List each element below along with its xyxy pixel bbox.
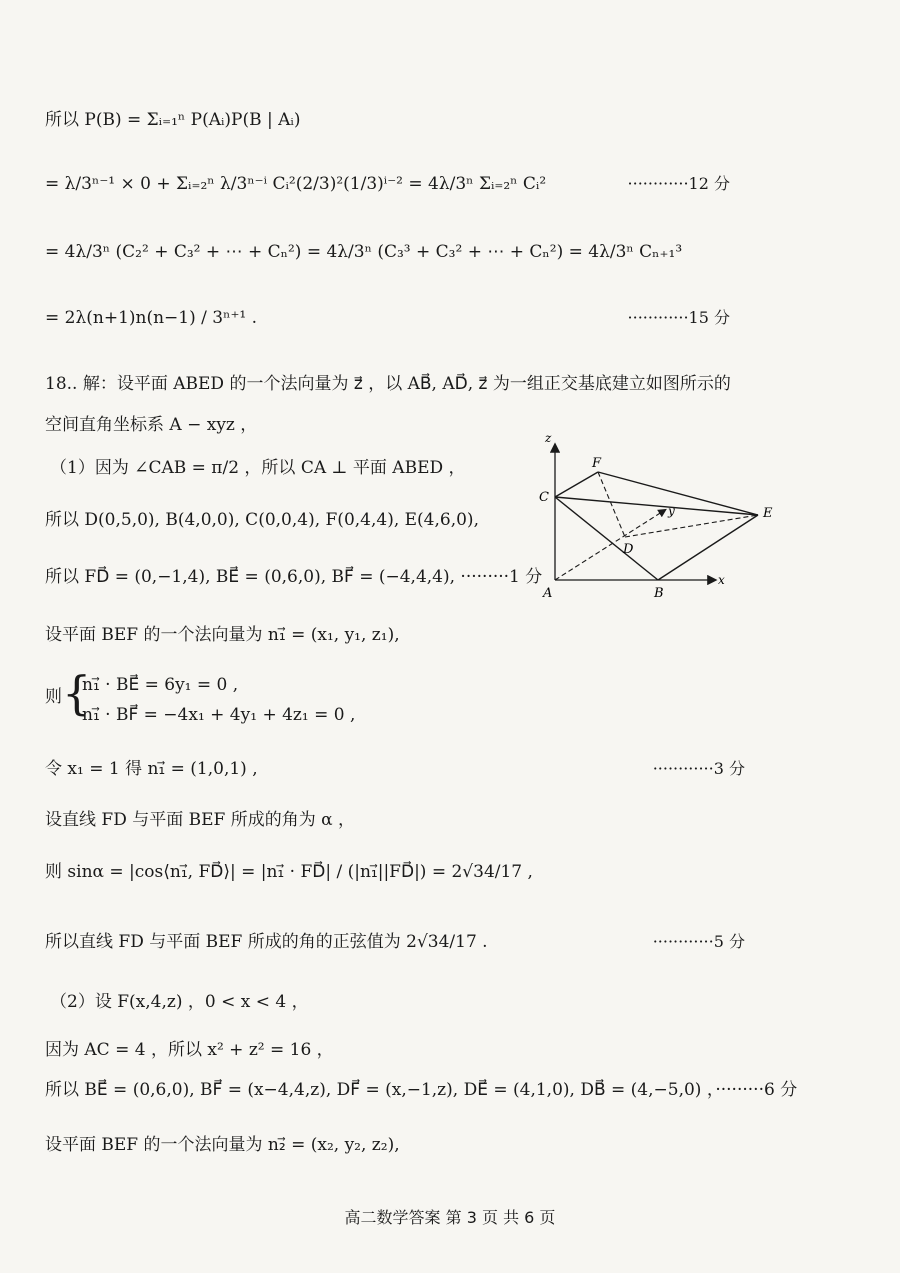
angle-alpha-def: 设直线 FD 与平面 BEF 所成的角为 α ， <box>45 810 356 830</box>
label-f: F <box>592 456 602 471</box>
y-axis <box>555 510 665 580</box>
point-coordinates: 所以 D(0,5,0), B(4,0,0), C(0,0,4), F(0,4,4), E(4,6,0), <box>45 510 479 530</box>
line-pb-formula: 所以 P(B) = Σᵢ₌₁ⁿ P(Aᵢ)P(B | Aᵢ) <box>45 110 301 130</box>
normal-vector-n2-def: 设平面 BEF 的一个法向量为 n₂⃗ = (x₂, y₂, z₂), <box>45 1135 400 1155</box>
problem-18-intro: 18.. 解：设平面 ABED 的一个法向量为 z⃗ ，以 AB⃗, AD⃗, z⃗ 为一组正交基底建立如图所示的 <box>45 374 731 394</box>
edge-be <box>658 515 758 580</box>
label-d: D <box>623 542 634 557</box>
score-3: ············3 分 <box>652 759 745 778</box>
label-c: C <box>539 490 549 505</box>
normal-vector-n1-def: 设平面 BEF 的一个法向量为 n₁⃗ = (x₁, y₁, z₁), <box>45 625 400 645</box>
then-label: 则 <box>45 687 62 707</box>
sin-alpha-computation: 则 sinα = |cos⟨n₁⃗, FD⃗⟩| = |n₁⃗ · FD⃗| / (|n₁⃗||FD⃗|) = 2√34/17 , <box>45 862 533 882</box>
vectors-part2: 所以 BE⃗ = (0,6,0), BF⃗ = (x−4,4,z), DF⃗ = (x,−1,z), DE⃗ = (4,1,0), DB⃗ = (4,−5,0) ，·········6 分 <box>45 1080 798 1100</box>
edge-de <box>625 515 758 537</box>
coordinate-system-line: 空间直角坐标系 A − xyz ， <box>45 415 258 435</box>
label-e: E <box>763 506 773 521</box>
page-footer: 高二数学答案 第 3 页 共 6 页 <box>344 1208 556 1227</box>
label-y: y <box>668 504 675 518</box>
line-combination-sum: = 4λ/3ⁿ (C₂² + C₃² + ⋯ + Cₙ²) = 4λ/3ⁿ (C₃³ + C₃² + ⋯ + Cₙ²) = 4λ/3ⁿ Cₙ₊₁³ <box>45 242 683 262</box>
vectors-part1: 所以 FD⃗ = (0,−1,4), BE⃗ = (0,6,0), BF⃗ = (−4,4,4), ·········1 分 <box>45 567 543 587</box>
line-final-result: = 2λ(n+1)n(n−1) / 3ⁿ⁺¹ . <box>45 308 258 328</box>
label-b: B <box>654 586 664 601</box>
score-15: ············15 分 <box>627 308 730 327</box>
line-sum-expansion: = λ/3ⁿ⁻¹ × 0 + Σᵢ₌₂ⁿ λ/3ⁿ⁻ⁱ Cᵢ²(2/3)²(1/3)ⁱ⁻² = 4λ/3ⁿ Σᵢ₌₂ⁿ Cᵢ² <box>45 174 547 194</box>
system-brace: { <box>62 666 92 720</box>
sine-value-conclusion: 所以直线 FD 与平面 BEF 所成的角的正弦值为 2√34/17 . <box>45 932 488 952</box>
edge-cb <box>555 497 658 580</box>
edge-ce <box>555 497 758 515</box>
edge-fd <box>598 472 625 537</box>
part2-intro: （2）设 F(x,4,z) ，0 < x < 4 ， <box>50 992 309 1012</box>
equation-n1-be: n₁⃗ · BE⃗ = 6y₁ = 0 , <box>82 675 239 695</box>
label-a: A <box>543 586 553 601</box>
score-12: ············12 分 <box>627 174 730 193</box>
geometry-diagram <box>525 425 795 605</box>
part1-perpendicular: （1）因为 ∠CAB = π/2 ，所以 CA ⊥ 平面 ABED ， <box>50 458 466 478</box>
label-z: z <box>545 431 552 445</box>
label-x: x <box>718 573 725 587</box>
ac-length: 因为 AC = 4 ，所以 x² + z² = 16 ， <box>45 1040 334 1060</box>
edge-cf <box>555 472 598 497</box>
score-5: ············5 分 <box>652 932 745 951</box>
n1-solution: 令 x₁ = 1 得 n₁⃗ = (1,0,1) , <box>45 759 258 779</box>
equation-n1-bf: n₁⃗ · BF⃗ = −4x₁ + 4y₁ + 4z₁ = 0 , <box>82 705 356 725</box>
